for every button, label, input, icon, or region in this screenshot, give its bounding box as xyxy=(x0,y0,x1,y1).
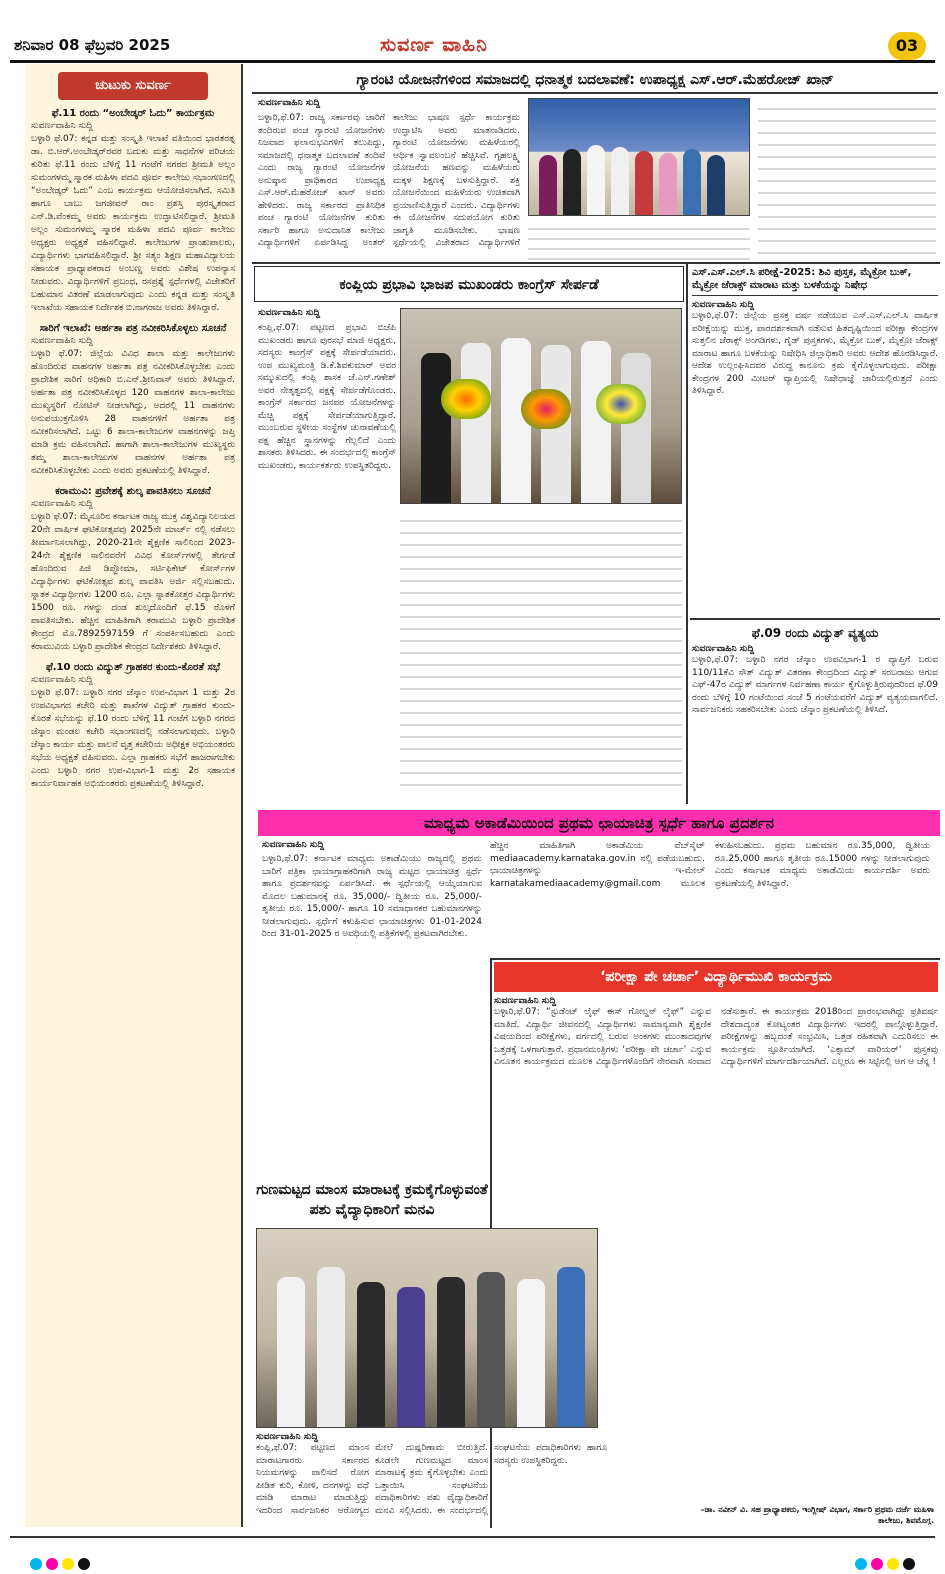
brief-dateline-1: ಸುವರ್ಣವಾಹಿನಿ ಸುದ್ದಿ xyxy=(31,121,93,131)
sslc-headline: ಎಸ್.ಎಸ್.ಎಲ್.ಸಿ ಪರೀಕ್ಷೆ-2025: ಶಿವಿ ಪುಸ್ತಕ, ಮೈಕ್ರೋ ಬುಕ್, ಮೈಕ್ರೋ ಜೆರಾಕ್ಸ್ ಮಾರಾಟ ಮತ್ತು ಬಳಕೆಯನ್ನು ನಿಷೇಧ xyxy=(692,266,938,296)
lead-body: ಬಳ್ಳಾರಿ,ಫೆ.07: ರಾಜ್ಯ ಸರ್ಕಾರವು ಜಾರಿಗೆ ತಂದಿರುವ ಪಂಚ ಗ್ಯಾರಂಟಿ ಯೋಜನೆಗಳು ನಿಜವಾದ ಫಲಾನುಭವಿಗಳಿಗೆ ತಲುಪಿದ್ದು, ಸಮಾಜದಲ್ಲಿ ಧನಾತ್ಮಕ ಬದಲಾವಣೆ ತಂದಿವೆ ಎಂದು ರಾಜ್ಯ ಗ್ಯಾರಂಟಿ ಯೋಜನೆಗಳ ಅನುಷ್ಠಾನ ಪ್ರಾಧಿಕಾರದ ಉಪಾಧ್ಯಕ್ಷ ಎಸ್.ಆರ್.ಮೆಹರೋಜ್ ಖಾನ್ ಅವರು ಹೇಳಿದರು. ರಾಜ್ಯ ಸರ್ಕಾರದ ಪ್ರಾತಿನಿಧಿಕ ಪಂಚ ಗ್ಯಾರಂಟಿ ಯೋಜನೆಗಳ ಕುರಿತು ಸರ್ಕಾರಿ ಹಾಗೂ ಅನುದಾನಿತ ಕಾಲೇಜು ವಿದ್ಯಾರ್ಥಿಗಳಿಗೆ ಏರ್ಪಡಿಸಿದ್ದ ಅಂತರ್ ಕಾಲೇಜು ಭಾಷಣ ಸ್ಪರ್ಧೆ ಕಾರ್ಯಕ್ರಮ ಉದ್ಘಾಟಿಸಿ ಅವರು ಮಾತನಾಡಿದರು. ಗ್ಯಾರಂಟಿ ಯೋಜನೆಗಳು ಮಹಿಳೆಯರಲ್ಲಿ ಆರ್ಥಿಕ ಸ್ವಾವಲಂಬನೆ ಹೆಚ್ಚಿಸಿವೆ. ಗೃಹಲಕ್ಷ್ಮಿ ಯೋಜನೆಯ ಹಣವನ್ನು ಮಹಿಳೆಯರು ಮಕ್ಕಳ ಶಿಕ್ಷಣಕ್ಕೆ ಬಳಸುತ್ತಿದ್ದಾರೆ. ಶಕ್ತಿ ಯೋಜನೆಯಿಂದ ಮಹಿಳೆಯರು ಉಚಿತವಾಗಿ ಪ್ರಯಾಣಿಸುತ್ತಿದ್ದಾರೆ ಎಂದರು. ವಿದ್ಯಾರ್ಥಿಗಳು ಈ ಯೋಜನೆಗಳ ಸದುಪಯೋಗ ಕುರಿತು ಜಾಗೃತಿ ಮೂಡಿಸಬೇಕು. ಭಾಷಣ ಸ್ಪರ್ಧೆಯಲ್ಲಿ ವಿಜೇತರಾದ ವಿದ್ಯಾರ್ಥಿಗಳಿಗೆ xyxy=(258,113,520,248)
bjp-photo xyxy=(400,308,682,504)
meat-dateline: ಸುವರ್ಣವಾಹಿನಿ ಸುದ್ದಿ xyxy=(256,1432,319,1442)
meat-body: ಕಂಪ್ಲಿ,ಫೆ.07: ಪಟ್ಟಣದ ಮಾಂಸ ಮಾರಾಟಗಾರರು ಸರ್ಕಾರದ ನಿಯಮಗಳನ್ನು ಪಾಲಿಸದೆ ರೋಗ ಪೀಡಿತ ಕುರಿ, ಕೋಳಿ, ದನಗಳನ್ನು ವಧೆ ಮಾಡಿ ಮಾರಾಟ ಮಾಡುತ್ತಿದ್ದು ಇದರಿಂದ ಸಾರ್ವಜನಿಕರ ಆರೋಗ್ಯದ ಮೇಲೆ ದುಷ್ಪರಿಣಾಮ ಬೀರುತ್ತಿದೆ. ಕೂಡಲೇ ಗುಣಮಟ್ಟದ ಮಾಂಸ ಮಾರಾಟಕ್ಕೆ ಕ್ರಮ ಕೈಗೊಳ್ಳಬೇಕು ಎಂದು ಒತ್ತಾಯಿಸಿ ಸಂಘಟನೆಯ ಪದಾಧಿಕಾರಿಗಳು ಪಶು ವೈದ್ಯಾಧಿಕಾರಿಗೆ ಮನವಿ ಸಲ್ಲಿಸಿದರು. ಈ ಸಂದರ್ಭದಲ್ಲಿ ಸಂಘಟನೆಯ ಪದಾಧಿಕಾರಿಗಳು ಹಾಗೂ ಸದಸ್ಯರು ಉಪಸ್ಥಿತರಿದ್ದರು. xyxy=(256,1443,607,1516)
power-body: ಬಳ್ಳಾರಿ,ಫೆ.07: ಬಳ್ಳಾರಿ ನಗರ ಜೆಸ್ಕಾಂ ಉಪವಿಭಾಗ-1 ರ ವ್ಯಾಪ್ತಿಗೆ ಬರುವ 110/11ಕೆವಿ ಸೌತ್ ವಿದ್ಯುತ್ ವಿತರಣಾ ಕೇಂದ್ರದಿಂದ ವಿದ್ಯುತ್ ಸರಬರಾಜು ಆಗುವ ಎಫ್-47ರ ವಿದ್ಯುತ್ ಮಾರ್ಗಗಳ ನಿರ್ವಹಣಾ ಕಾರ್ಯ ಕೈಗೊಳ್ಳುತ್ತಿರುವುದರಿಂದ ಫೆ.09 ರಂದು ಬೆಳಿಗ್ಗೆ 10 ಗಂಟೆಯಿಂದ ಸಂಜೆ 5 ಗಂಟೆಯವರೆಗೆ ವಿದ್ಯುತ್ ವ್ಯತ್ಯಯವಾಗಲಿದೆ. ಸಾರ್ವಜನಿಕರು ಸಹಕರಿಸಬೇಕು ಎಂದು ಜೆಸ್ಕಾಂ ಪ್ರಕಟಣೆಯಲ್ಲಿ ತಿಳಿಸಿದೆ. xyxy=(692,655,938,715)
brief-title-4: ಫೆ.10 ರಂದು ವಿದ್ಯುತ್ ಗ್ರಾಹಕರ ಕುಂದು-ಕೊರತೆ ಸಭೆ xyxy=(45,662,221,673)
photo-contest-dateline: ಸುವರ್ಣವಾಹಿನಿ ಸುದ್ದಿ xyxy=(262,840,325,850)
pariksha-author: –ಡಾ. ನವೀನ್ ವಿ. ಸಹ ಪ್ರಾಧ್ಯಾಪಕರು, ಇಂಗ್ಲೀಷ್ ವಿಭಾಗ, ಸರ್ಕಾರಿ ಪ್ರಥಮ ದರ್ಜೆ ಮಹಿಳಾ ಕಾಲೇಜು, ಶಿವಮೊಗ್ಗ. xyxy=(700,1505,934,1525)
photo-contest-story xyxy=(258,840,940,958)
sslc-story xyxy=(692,266,938,616)
pariksha-body: ಬಳ್ಳಾರಿ,ಫೆ.07: “ಸ್ಟುಡೆಂಟ್ ಲೈಫ್ ಈಸ್ ಗೋಲ್ಡನ್ ಲೈಫ್” ಎನ್ನುವ ಮಾತಿದೆ. ವಿದ್ಯಾರ್ಥಿ ಜೀವನದಲ್ಲಿ ವಿದ್ಯಾರ್ಥಿಗಳು ಸಾಮಾನ್ಯವಾಗಿ ಶೈಕ್ಷಣಿಕ ವಿಷಯದಿಂದ ಪರೀಕ್ಷೆಗಳು, ವರ್ಗದಲ್ಲಿ ಬರುವ ಅಂಕಗಳು ಮುಂತಾದವುಗಳ ಒತ್ತಡಕ್ಕೆ ಒಳಗಾಗುತ್ತಾರೆ. ಪ್ರಧಾನಮಂತ್ರಿಗಳು ‘ಪರೀಕ್ಷಾ ಪೇ ಚರ್ಚಾ’ ಎನ್ನುವ ವಿನೂತನ ಕಾರ್ಯಕ್ರಮದ ಮೂಲಕ ವಿದ್ಯಾರ್ಥಿಗಳೊಂದಿಗೆ ನೇರವಾಗಿ ಸಂವಾದ ನಡೆಸುತ್ತಾರೆ. ಈ ಕಾರ್ಯಕ್ರಮ 2018ರಿಂದ ಪ್ರಾರಂಭವಾಗಿದ್ದು ಪ್ರತಿವರ್ಷ ದೇಶದಾದ್ಯಂತ ಕೋಟ್ಯಂತರ ವಿದ್ಯಾರ್ಥಿಗಳು ಇದರಲ್ಲಿ ಪಾಲ್ಗೊಳ್ಳುತ್ತಿದ್ದಾರೆ. ಪರೀಕ್ಷೆಗಳನ್ನು ಹಬ್ಬದಂತೆ ಸಂಭ್ರಮಿಸಿ, ಒತ್ತಡ ರಹಿತವಾಗಿ ಎದುರಿಸಲು ಈ ಕಾರ್ಯಕ್ರಮ ಸ್ಫೂರ್ತಿಯಾಗಿದೆ. ‘ಎಕ್ಸಾಮ್ ವಾರಿಯರ್’ ಪುಸ್ತಕವು ವಿದ್ಯಾರ್ಥಿಗಳಿಗೆ ಮಾರ್ಗದರ್ಶಿಯಾಗಿದೆ. ಎಲ್ಲರೂ ಈ ಸಿಟ್ಟಿನಲ್ಲಿ ಆಗ ಆ ಚೆನ್ನ ! xyxy=(494,1007,938,1067)
brief-title-1: ಫೆ.11 ರಂದು “ಅಂಬೇಡ್ಕರ್ ಓದು” ಕಾರ್ಯಕ್ರಮ xyxy=(51,108,215,119)
lead-body-continued xyxy=(528,220,750,260)
registration-mark-black-2 xyxy=(903,1558,915,1570)
brief-banner: ಚುಟುಕು ಸುವರ್ಣ xyxy=(58,72,208,100)
lead-dateline: ಸುವರ್ಣವಾಹಿನಿ ಸುದ್ದಿ xyxy=(258,98,321,108)
brief-dateline-2: ಸುವರ್ಣವಾಹಿನಿ ಸುದ್ದಿ xyxy=(31,336,93,346)
sslc-dateline: ಸುವರ್ಣವಾಹಿನಿ ಸುದ್ದಿ xyxy=(692,300,755,310)
registration-mark-magenta-2 xyxy=(871,1558,883,1570)
footer-rule xyxy=(10,1536,935,1538)
header-rule xyxy=(10,60,935,63)
brief-dateline-4: ಸುವರ್ಣವಾಹಿನಿ ಸುದ್ದಿ xyxy=(31,675,93,685)
registration-mark-black xyxy=(78,1558,90,1570)
page-header xyxy=(0,0,945,62)
meat-photo xyxy=(256,1228,598,1428)
power-story xyxy=(692,622,938,804)
section-rule-3 xyxy=(690,618,940,620)
registration-mark-magenta xyxy=(46,1558,58,1570)
photo-contest-body-left: ಬಳ್ಳಾರಿ,ಫೆ.07: ಕರ್ನಾಟಕ ಮಾಧ್ಯಮ ಅಕಾಡೆಮಿಯು ರಾಜ್ಯದಲ್ಲಿ ಪ್ರಥಮ ಬಾರಿಗೆ ಪತ್ರಿಕಾ ಛಾಯಾಗ್ರಾಹಕರಿಗಾಗಿ ರಾಜ್ಯ ಮಟ್ಟದ ಛಾಯಾಚಿತ್ರ ಸ್ಪರ್ಧೆ ಹಾಗೂ ಪ್ರದರ್ಶನವನ್ನು ಏರ್ಪಡಿಸಿದೆ. ಈ ಸ್ಪರ್ಧೆಯಲ್ಲಿ ಆಯ್ಕೆಯಾಗುವ ಮೊದಲ ಬಹುಮಾನಕ್ಕೆ ರೂ. 35,000/- ದ್ವಿತೀಯ ರೂ. 25,000/- ತೃತೀಯ ರೂ. 15,000/- ಹಾಗೂ 10 ಸಮಾಧಾನಕರ ಬಹುಮಾನಗಳನ್ನು ನೀಡಲಾಗುವುದು. ಸ್ಪರ್ಧೆಗೆ ಕಳುಹಿಸುವ ಛಾಯಾಚಿತ್ರಗಳು 01-01-2024 ರಿಂದ 31-01-2025 ರ ಅವಧಿಯಲ್ಲಿ ಪತ್ರಿಕೆಗಳಲ್ಲಿ ಪ್ರಕಟವಾಗಿರಬೇಕು. xyxy=(262,854,482,939)
brief-title-3: ಕರಾಮುವಿ: ಪ್ರವೇಶಕ್ಕೆ ಶುಲ್ಕ ಪಾವತಿಸಲು ಸೂಚನೆ xyxy=(55,486,211,497)
brief-title-2: ಸಾರಿಗೆ ಇಲಾಖೆ: ಅರ್ಹತಾ ಪತ್ರ ನವೀಕರಿಸಿಕೊಳ್ಳಲು ಸೂಚನೆ xyxy=(39,323,227,334)
bjp-dateline: ಸುವರ್ಣವಾಹಿನಿ ಸುದ್ದಿ xyxy=(258,308,321,318)
power-headline: ಫೆ.09 ರಂದು ವಿದ್ಯುತ್ ವ್ಯತ್ಯಯ xyxy=(751,626,879,640)
lead-headline: ಗ್ಯಾರಂಟಿ ಯೋಜನೆಗಳಿಂದ ಸಮಾಜದಲ್ಲಿ ಧನಾತ್ಮಕ ಬದಲಾವಣೆ: ಉಪಾಧ್ಯಕ್ಷ ಎಸ್.ಆರ್.ಮೆಹರೋಜ್ ಖಾನ್ xyxy=(252,66,938,94)
left-brief-column xyxy=(25,64,243,1527)
registration-mark-cyan xyxy=(30,1558,42,1570)
registration-mark-yellow xyxy=(62,1558,74,1570)
bjp-body: ಕಂಪ್ಲಿ,ಫೆ.07: ಪಟ್ಟಣದ ಪ್ರಭಾವಿ ಬಿಜೆಪಿ ಮುಖಂಡರು ಹಾಗೂ ಪುರಸಭೆ ಮಾಜಿ ಅಧ್ಯಕ್ಷರು, ಸದಸ್ಯರು ಕಾಂಗ್ರೆಸ್ ಪಕ್ಷಕ್ಕೆ ಸೇರ್ಪಡೆಯಾದರು. ಉಪ ಮುಖ್ಯಮಂತ್ರಿ ಡಿ.ಕೆ.ಶಿವಕುಮಾರ್ ಅವರ ಸಮ್ಮುಖದಲ್ಲಿ ಕಂಪ್ಲಿ ಶಾಸಕ ಜೆ.ಎನ್.ಗಣೇಶ್ ಅವರ ನೇತೃತ್ವದಲ್ಲಿ ಪಕ್ಷಕ್ಕೆ ಸೇರ್ಪಡೆಗೊಂಡರು. ಕಾಂಗ್ರೆಸ್ ಸರ್ಕಾರದ ಜನಪರ ಯೋಜನೆಗಳನ್ನು ಮೆಚ್ಚಿ ಪಕ್ಷಕ್ಕೆ ಸೇರ್ಪಡೆಯಾಗುತ್ತಿದ್ದಾರೆ. ಮುಂಬರುವ ಸ್ಥಳೀಯ ಸಂಸ್ಥೆಗಳ ಚುನಾವಣೆಯಲ್ಲಿ ಪಕ್ಷ ಹೆಚ್ಚಿನ ಸ್ಥಾನಗಳನ್ನು ಗೆಲ್ಲಲಿದೆ ಎಂದು ಶಾಸಕರು ತಿಳಿಸಿದರು. ಈ ಸಂದರ್ಭದಲ್ಲಿ ಕಾಂಗ್ರೆಸ್ ಮುಖಂಡರು, ಕಾರ್ಯಕರ್ತರು ಉಪಸ್ಥಿತರಿದ್ದರು. xyxy=(258,323,396,471)
brief-body-3: ಬಳ್ಳಾರಿ ಫೆ.07: ಮೈಸೂರಿನ ಕರ್ನಾಟಕ ರಾಜ್ಯ ಮುಕ್ತ ವಿಶ್ವವಿದ್ಯಾನಿಲಯದ 20ನೇ ವಾರ್ಷಿಕ ಘಟಿಕೋತ್ಸವವು 2025ನೇ ಮಾರ್ಚ್ ನಲ್ಲಿ ನಡೆಸಲು ತೀರ್ಮಾನಿಸಲಾಗಿದ್ದು, 2020-21ನೇ ಶೈಕ್ಷಣಿಕ ಸಾಲಿನಿಂದ 2023-24ನೇ ಶೈಕ್ಷಣಿಕ ಸಾಲಿನವರೆಗೆ ವಿವಿಧ ಕೋರ್ಸ್‌ಗಳಲ್ಲಿ ತೇರ್ಗಡೆ ಹೊಂದಿರುವ ಪಿಜಿ ಡಿಪ್ಲೋಮಾ, ಸರ್ಟಿಫಿಕೇಟ್ ಕೋರ್ಸ್‌ಗಳ ವಿದ್ಯಾರ್ಥಿಗಳು ಘಟಿಕೋತ್ಸವ ಶುಲ್ಕ ಪಾವತಿಸಿ ಅರ್ಜಿ ಸಲ್ಲಿಸಬಹುದು. ಸ್ನಾತಕ ವಿದ್ಯಾರ್ಥಿಗಳು 1200 ರೂ. ಎಲ್ಲಾ ಸ್ನಾತಕೋತ್ತರ ವಿದ್ಯಾರ್ಥಿಗಳು 1500 ರೂ. ಗಳನ್ನು ದಂಡ ಶುಲ್ಕದೊಂದಿಗೆ ಫೆ.15 ರೊಳಗೆ ಪಾವತಿಸಬೇಕು. ಹೆಚ್ಚಿನ ಮಾಹಿತಿಗಾಗಿ ಕರಾಮುವಿ ಬಳ್ಳಾರಿ ಪ್ರಾದೇಶಿಕ ಕೇಂದ್ರದ ಮೊ.7892597159 ಗೆ ಸಂಪರ್ಕಿಸಬಹುದು ಎಂದು ಕರಾಮುವಿಯ ಬಳ್ಳಾರಿ ಪ್ರಾದೇಶಿಕ ಕೇಂದ್ರದ ನಿರ್ದೇಶಕರು ತಿಳಿಸಿದ್ದಾರೆ. xyxy=(31,512,235,652)
registration-mark-cyan-2 xyxy=(855,1558,867,1570)
issue-date: ಶನಿವಾರ 08 ಫೆಬ್ರವರಿ 2025 xyxy=(14,36,171,54)
section-rule-4 xyxy=(492,958,940,960)
brief-body-2: ಬಳ್ಳಾರಿ ಫೆ.07: ಜಿಲ್ಲೆಯ ವಿವಿಧ ಶಾಲಾ ಮತ್ತು ಕಾಲೇಜುಗಳು ಹೊಂದಿರುವ ವಾಹನಗಳ ಅರ್ಹತಾ ಪತ್ರ ನವೀಕರಿಸಿಕೊಳ್ಳಬೇಕು ಎಂದು ಪ್ರಾದೇಶಿಕ ಸಾರಿಗೆ ಅಧಿಕಾರಿ ಬಿ.ಎನ್.ಶ್ರೀನಿವಾಸ್ ಅವರು ತಿಳಿಸಿದ್ದಾರೆ. ಅರ್ಹತಾ ಪತ್ರ ನವೀಕರಿಸಿಕೊಳ್ಳದ 120 ವಾಹನಗಳ ಶಾಲಾ-ಕಾಲೇಜು ಮುಖ್ಯಸ್ಥರಿಗೆ ನೋಟಿಸ್ ನೀಡಲಾಗಿದ್ದು, ಅದರಲ್ಲಿ 11 ವಾಹನಗಳು ಅನುಪಯುಕ್ತಗೊಳಿಸಿ 28 ವಾಹನಗಳಿಗೆ ಅರ್ಹತಾ ಪತ್ರ ನವೀಕರಿಸಲಾಗಿದೆ. ಒಟ್ಟು 6 ಶಾಲಾ-ಕಾಲೇಜುಗಳ ವಾಹನಗಳನ್ನು ಜಪ್ತಿ ಮಾಡಿ ಕ್ರಮ ವಹಿಸಲಾಗಿದೆ. ಹಾಗಾಗಿ ಶಾಲಾ-ಕಾಲೇಜುಗಳ ಮುಖ್ಯಸ್ಥರು ತಮ್ಮ ಶಾಲಾ-ಕಾಲೇಜುಗಳ ವಾಹನಗಳ ಅರ್ಹತಾ ಪತ್ರ ನವೀಕರಿಸಿಕೊಳ್ಳಬೇಕು ಎಂದು ಅವರು ಪ್ರಕಟಣೆಯಲ್ಲಿ ತಿಳಿಸಿದ್ದಾರೆ. xyxy=(31,349,235,476)
brief-body-1: ಬಳ್ಳಾರಿ ಫೆ.07: ಕನ್ನಡ ಮತ್ತು ಸಂಸ್ಕೃತಿ ಇಲಾಖೆ ವತಿಯಿಂದ ಭಾರತರತ್ನ ಡಾ. ಬಿ.ಆರ್.ಅಂಬೇಡ್ಕರ್‌ರವರ ಬದುಕು ಮತ್ತು ಸಾಧನೆಗಳ ಪರಿಚಯ ಕುರಿತು ಫೆ.11 ರಂದು ಬೆಳಿಗ್ಗೆ 11 ಗಂಟೆಗೆ ನಗರದ ಶ್ರೀಮತಿ ಅಲ್ಲಂ ಸುಮಂಗಳಮ್ಮ ಸ್ಮಾರಕ ಮಹಿಳಾ ಪದವಿ ಪೂರ್ವ ಕಾಲೇಜು ಸಭಾಂಗಣದಲ್ಲಿ “ಅಂಬೇಡ್ಕರ್ ಓದು” ಎಂಬ ಕಾರ್ಯಕ್ರಮ ಆಯೋಜಿಸಲಾಗಿದೆ. ಸಮಿತಿ ಹಾಗೂ ಬಾಬು ಜಗಜೀವನ್ ರಾಂ ಪ್ರಶಸ್ತಿ ಪುರಸ್ಕೃತರಾದ ಎನ್.ಡಿ.ವೆಂಕಮ್ಮ ಅವರು ಕಾರ್ಯಕ್ರಮ ಉದ್ಘಾಟಿಸಲಿದ್ದಾರೆ. ಶ್ರೀಮತಿ ಅಲ್ಲಂ ಸುಮಂಗಳಮ್ಮ ಸ್ಮಾರಕ ಮಹಿಳಾ ಪದವಿ ಪೂರ್ವ ಕಾಲೇಜು ಅಧ್ಯಕ್ಷರು ಅಧ್ಯಕ್ಷತೆ ವಹಿಸಲಿದ್ದಾರೆ. ಕಾಲೇಜುಗಳ ಪ್ರಾಂಶುಪಾಲರು, ವಿದ್ಯಾರ್ಥಿಗಳು ಭಾಗವಹಿಸಲಿದ್ದಾರೆ. ಶ್ರೀ ಸತ್ಯಂ ಶಿಕ್ಷಣ ಮಹಾವಿದ್ಯಾಲಯ ಸಹಾಯಕ ಪ್ರಾಧ್ಯಾಪಕರಾದ ಅಂಬಣ್ಣ ಅವರು ವಿಶೇಷ ಉಪನ್ಯಾಸ ನೀಡುವರು. ವಿದ್ಯಾರ್ಥಿಗಳಿಗೆ ಪ್ರಬಂಧ, ರಸಪ್ರಶ್ನೆ ಸ್ಪರ್ಧೆಗಳಲ್ಲಿ ವಿಜೇತರಿಗೆ ಬಹುಮಾನ ವಿತರಣೆ ಮಾಡಲಾಗುವುದು ಎಂದು ಕನ್ನಡ ಮತ್ತು ಸಂಸ್ಕೃತಿ ಇಲಾಖೆಯ ಸಹಾಯಕ ನಿರ್ದೇಶಕ ಬಿ.ನಾಗರಾಜ ಅವರು ತಿಳಿಸಿದ್ದಾರೆ. xyxy=(31,134,235,313)
page-number: 03 xyxy=(888,32,926,60)
section-rule-1 xyxy=(252,262,940,264)
power-dateline: ಸುವರ್ಣವಾಹಿನಿ ಸುದ್ದಿ xyxy=(692,644,755,654)
registration-mark-yellow-2 xyxy=(887,1558,899,1570)
sslc-body: ಬಳ್ಳಾರಿ,ಫೆ.07: ಜಿಲ್ಲೆಯ ಪ್ರಸಕ್ತ ವರ್ಷ ನಡೆಯುವ ಎಸ್.ಎಸ್.ಎಲ್.ಸಿ ವಾರ್ಷಿಕ ಪರೀಕ್ಷೆಯನ್ನು ಮುಕ್ತ, ಪಾರದರ್ಶಕವಾಗಿ ನಡೆಸುವ ಹಿತದೃಷ್ಟಿಯಿಂದ ಪರೀಕ್ಷಾ ಕೇಂದ್ರಗಳ ಸುತ್ತಲಿನ ಜೆರಾಕ್ಸ್ ಅಂಗಡಿಗಳು, ಗೈಡ್ ಪುಸ್ತಕಗಳು, ಮೈಕ್ರೋ ಬುಕ್, ಮೈಕ್ರೋ ಜೆರಾಕ್ಸ್ ಮಾರಾಟ ಹಾಗೂ ಬಳಕೆಯನ್ನು ನಿಷೇಧಿಸಿ ಜಿಲ್ಲಾಧಿಕಾರಿ ಅವರು ಆದೇಶ ಹೊರಡಿಸಿದ್ದಾರೆ. ಆದೇಶ ಉಲ್ಲಂಘಿಸಿದವರ ವಿರುದ್ಧ ಕಾನೂನು ಕ್ರಮ ಕೈಗೊಳ್ಳಲಾಗುವುದು. ಪರೀಕ್ಷಾ ಕೇಂದ್ರಗಳ 200 ಮೀಟರ್ ವ್ಯಾಪ್ತಿಯಲ್ಲಿ ನಿಷೇಧಾಜ್ಞೆ ಜಾರಿಯಲ್ಲಿರುತ್ತದೆ ಎಂದು ತಿಳಿಸಿದ್ದಾರೆ. xyxy=(692,311,938,396)
pariksha-headline: ‘ಪರೀಕ್ಷಾ ಪೇ ಚರ್ಚಾ’ ವಿದ್ಯಾರ್ಥಿಮುಖಿ ಕಾರ್ಯಕ್ರಮ xyxy=(494,962,938,992)
photo-contest-headline: ಮಾಧ್ಯಮ ಅಕಾಡೆಮಿಯಿಂದ ಪ್ರಥಮ ಛಾಯಾಚಿತ್ರ ಸ್ಪರ್ಧೆ ಹಾಗೂ ಪ್ರದರ್ಶನ xyxy=(258,810,940,836)
bjp-body-right xyxy=(400,510,682,794)
lead-body-right xyxy=(758,98,936,258)
meat-story-body xyxy=(256,1432,607,1526)
section-rule-2 xyxy=(686,264,688,804)
pariksha-dateline: ಸುವರ್ಣವಾಹಿನಿ ಸುದ್ದಿ xyxy=(494,996,557,1006)
photo-contest-body-right: ಹೆಚ್ಚಿನ ಮಾಹಿತಿಗಾಗಿ ಅಕಾಡೆಮಿಯ ವೆಬ್‌ಸೈಟ್ mediaacademy.karnataka.gov.in ನಲ್ಲಿ ಪಡೆಯಬಹುದು. ಛಾಯಾಚಿತ್ರಗಳನ್ನು ಇ-ಮೇಲ್ karnatakamediaacademy@gmail.com ಮೂಲಕ ಕಳುಹಿಸಬಹುದು. ಪ್ರಥಮ ಬಹುಮಾನ ರೂ.35,000, ದ್ವಿತೀಯ ರೂ.25,000 ಹಾಗೂ ತೃತೀಯ ರೂ.15000 ಗಳನ್ನು ನೀಡಲಾಗುವುದು ಎಂದು ಕರ್ನಾಟಕ ಮಾಧ್ಯಮ ಅಕಾಡೆಮಿಯ ಕಾರ್ಯದರ್ಶಿ ಅವರು ಪ್ರಕಟಣೆಯಲ್ಲಿ ತಿಳಿಸಿದ್ದಾರೆ. xyxy=(490,841,930,889)
bjp-story xyxy=(254,266,684,801)
masthead: ಸುವರ್ಣ ವಾಹಿನಿ xyxy=(380,34,488,56)
lead-photo xyxy=(528,98,750,216)
brief-body-4: ಬಳ್ಳಾರಿ ಫೆ.07: ಬಳ್ಳಾರಿ ನಗರ ಜೆಸ್ಕಾಂ ಉಪ-ವಿಭಾಗ 1 ಮತ್ತು 2ರ ಉಪವಿಭಾಗದ ಕಚೇರಿ ಮತ್ತು ಶಾಖೆಗಳ ವಿದ್ಯುತ್ ಗ್ರಾಹಕರ ಕುಂದು-ಕೊರತೆ ಸಭೆಯನ್ನು ಫೆ.10 ರಂದು ಬೆಳಿಗ್ಗೆ 11 ಗಂಟೆಗೆ ಬಳ್ಳಾರಿ ನಗರದ ಜೆಸ್ಕಾಂ ಮಂಡಲ ಕಚೇರಿ ಸಭಾಂಗಣದಲ್ಲಿ ನಡೆಸಲಾಗುವುದು. ಬಳ್ಳಾರಿ ಜೆಸ್ಕಾಂ ಕಾರ್ಯ ಮತ್ತು ಪಾಲನೆ ವೃತ್ತ ಕಚೇರಿಯ ಅಧೀಕ್ಷಕ ಅಭಿಯಂತರರು ಸಭೆಯ ಅಧ್ಯಕ್ಷತೆ ವಹಿಸುವರು. ಎಲ್ಲಾ ಗ್ರಾಹಕರು ಸಭೆಗೆ ಹಾಜರಾಗಬೇಕು ಎಂದು ಬಳ್ಳಾರಿ ನಗರ ಉಪ-ವಿಭಾಗ-1 ಮತ್ತು 2ರ ಸಹಾಯಕ ಕಾರ್ಯನಿರ್ವಾಹಕ ಅಭಿಯಂತರರು ಪ್ರಕಟಣೆಯಲ್ಲಿ ತಿಳಿಸಿದ್ದಾರೆ. xyxy=(31,688,235,789)
lead-story xyxy=(252,66,938,261)
meat-headline: ಗುಣಮಟ್ಟದ ಮಾಂಸ ಮಾರಾಟಕ್ಕೆ ಕ್ರಮಕೈಗೊಳ್ಳುವಂತೆ ಪಶು ವೈದ್ಯಾಧಿಕಾರಿಗೆ ಮನವಿ xyxy=(256,1182,488,1218)
bjp-headline: ಕಂಪ್ಲಿಯ ಪ್ರಭಾವಿ ಭಾಜಪ ಮುಖಂಡರು ಕಾಂಗ್ರೆಸ್ ಸೇರ್ಪಡೆ xyxy=(254,266,684,302)
brief-dateline-3: ಸುವರ್ಣವಾಹಿನಿ ಸುದ್ದಿ xyxy=(31,499,93,509)
